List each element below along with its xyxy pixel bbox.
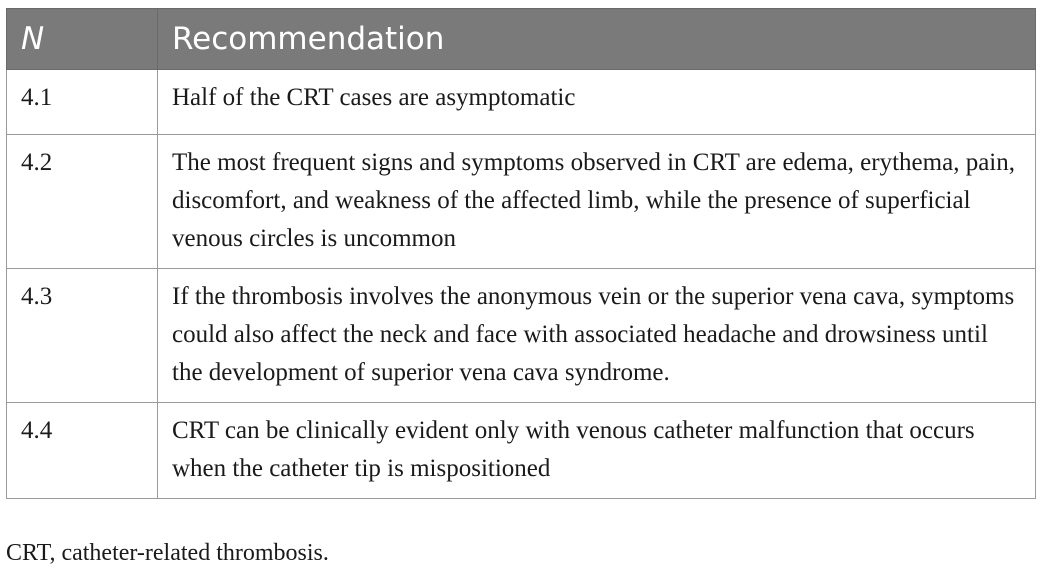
row-number: 4.3	[7, 269, 158, 403]
row-recommendation: CRT can be clinically evident only with venous catheter malfunction that occurs when the catheter tip is mispositioned	[158, 403, 1036, 499]
row-number: 4.1	[7, 70, 158, 135]
column-header-recommendation: Recommendation	[158, 9, 1036, 70]
header-row	[7, 9, 1036, 70]
table-row	[7, 70, 1036, 135]
recommendations-table-container	[6, 8, 1035, 499]
table-row	[7, 269, 1036, 403]
row-recommendation: If the thrombosis involves the anonymous vein or the superior vena cava, symptoms could also affect the neck and face with associated headache and drowsiness until the development of superior vena cava syndrome.	[158, 269, 1036, 403]
column-header-n: N	[7, 9, 158, 70]
table-header	[7, 9, 1036, 70]
row-recommendation: Half of the CRT cases are asymptomatic	[158, 70, 1036, 135]
row-number: 4.4	[7, 403, 158, 499]
table-body	[7, 70, 1036, 499]
table-footnote: CRT, catheter-related thrombosis.	[6, 540, 329, 566]
table-row	[7, 403, 1036, 499]
table-row	[7, 135, 1036, 269]
row-recommendation: The most frequent signs and symptoms observed in CRT are edema, erythema, pain, discomfort, and weakness of the affected limb, while the presence of superficial venous circles is uncommon	[158, 135, 1036, 269]
row-number: 4.2	[7, 135, 158, 269]
recommendations-table	[6, 8, 1036, 499]
